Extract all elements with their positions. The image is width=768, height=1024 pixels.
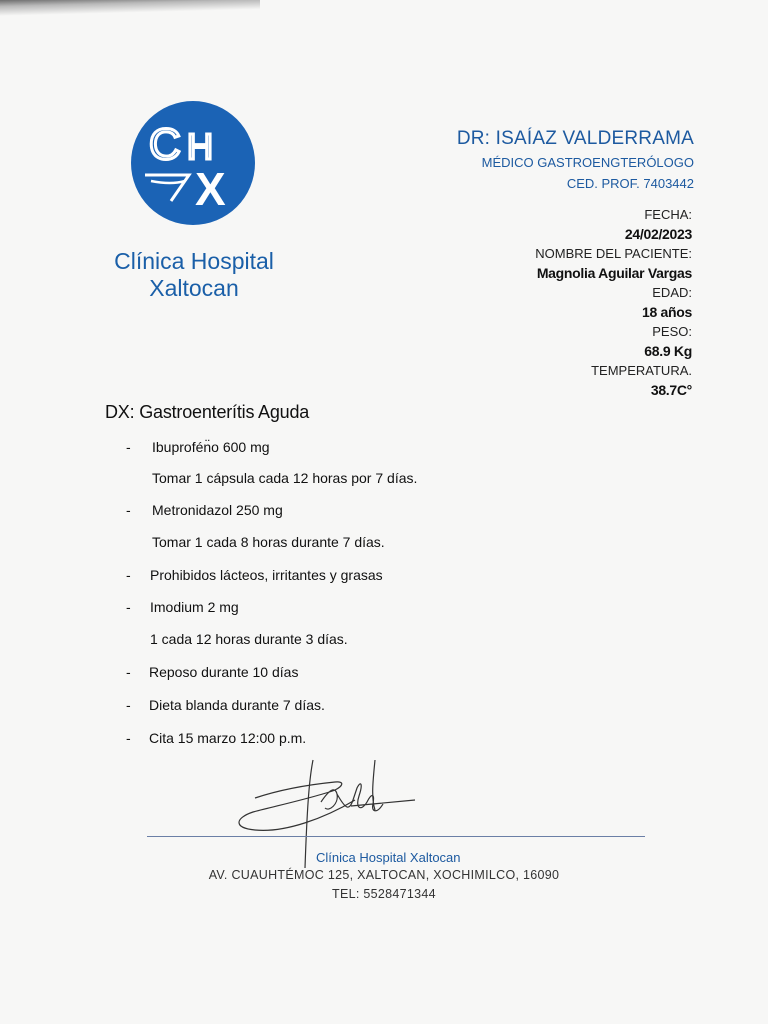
temperature-value: 38.7C°: [650, 381, 692, 398]
rx-detail-ibuprofeno: Tomar 1 cápsula cada 12 horas por 7 días.: [152, 470, 418, 486]
date-label: FECHA:: [644, 207, 692, 222]
weight-value: 68.9 Kg: [644, 342, 692, 359]
bullet-dash: -: [126, 730, 131, 746]
age-label: EDAD:: [652, 285, 692, 300]
clinic-name-line2: Xaltocan: [149, 275, 239, 301]
rx-item-metronidazol: Metronidazol 250 mg: [152, 502, 283, 518]
patient-name-value: Magnolia Aguilar Vargas: [536, 264, 692, 281]
bullet-dash: -: [126, 439, 131, 455]
doctor-specialty: MÉDICO GASTROENGTERÓLOGO: [481, 155, 694, 170]
rx-detail-metronidazol: Tomar 1 cada 8 horas durante 7 días.: [152, 534, 385, 550]
doctor-name: DR: ISAÍAZ VALDERRAMA: [456, 128, 694, 149]
bullet-dash: -: [126, 664, 131, 680]
bullet-dash: -: [126, 599, 131, 615]
date-value: 24/02/2023: [624, 225, 692, 242]
rx-item-imodium: Imodium 2 mg: [150, 599, 239, 615]
rx-item-diet-restrictions: Prohibidos lácteos, irritantes y grasas: [150, 567, 383, 583]
bullet-dash: -: [126, 502, 131, 518]
rx-item-ibuprofeno: Ibuprofén̈o 600 mg: [152, 439, 270, 455]
rx-item-soft-diet: Dieta blanda durante 7 días.: [149, 697, 325, 713]
patient-name-label: NOMBRE DEL PACIENTE:: [535, 246, 692, 261]
logo-letter-h: H: [187, 126, 213, 167]
bullet-dash: -: [126, 697, 131, 713]
rx-detail-imodium: 1 cada 12 horas durante 3 días.: [150, 631, 348, 647]
clinic-name-line1: Clínica Hospital: [114, 248, 274, 274]
logo-letter-x: X: [195, 163, 226, 215]
diagnosis: DX: Gastroenterítis Aguda: [105, 402, 310, 422]
temperature-label: TEMPERATURA.: [591, 363, 692, 378]
weight-label: PESO:: [652, 324, 692, 339]
footer-clinic-name: Clínica Hospital Xaltocan: [316, 850, 461, 865]
rx-item-rest: Reposo durante 10 días: [149, 664, 299, 680]
footer-address: AV. CUAUHTÉMOC 125, XALTOCAN, XOCHIMILCO, 16090: [208, 868, 560, 882]
bullet-dash: -: [126, 567, 131, 583]
doctor-license: CED. PROF. 7403442: [566, 176, 694, 191]
footer-phone: TEL: 5528471344: [332, 887, 436, 901]
logo-letter-c: C: [149, 120, 181, 169]
signature-line: [147, 836, 645, 837]
rx-item-appointment: Cita 15 marzo 12:00 p.m.: [149, 730, 307, 746]
age-value: 18 años: [641, 303, 692, 320]
